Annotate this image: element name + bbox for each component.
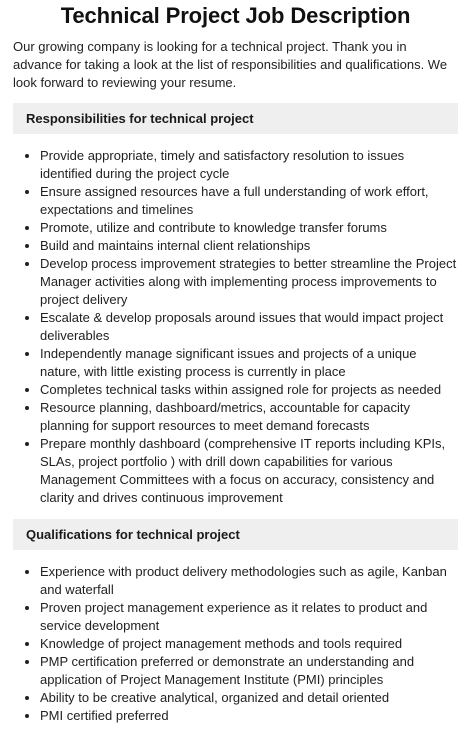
list-item-text: Ensure assigned resources have a full understanding of work effort, expectations and timelines bbox=[40, 184, 429, 217]
list-item-text: Completes technical tasks within assigned role for projects as needed bbox=[40, 382, 442, 397]
list-item-text: PMP certification preferred or demonstrate an understanding and application of Project Management Institute (PMI) principles bbox=[40, 654, 415, 687]
intro-paragraph: Our growing company is looking for a technical project. Thank you in advance for taking a look at the list of responsibilities and qualifications. We look forward to reviewing your resume. bbox=[13, 39, 448, 90]
bullet-dot-icon bbox=[25, 244, 29, 248]
bullet-dot-icon bbox=[25, 642, 29, 646]
responsibilities-list bbox=[13, 147, 458, 507]
list-item bbox=[13, 563, 458, 599]
list-item bbox=[13, 435, 458, 507]
bullet-dot-icon bbox=[25, 442, 29, 446]
bullet-dot-icon bbox=[25, 660, 29, 664]
page-title: Technical Project Job Description bbox=[60, 3, 411, 28]
bullet-dot-icon bbox=[25, 262, 29, 266]
list-item-text: Knowledge of project management methods and tools required bbox=[40, 636, 403, 651]
bullet-dot-icon bbox=[25, 190, 29, 194]
list-item bbox=[13, 653, 458, 689]
list-item bbox=[13, 707, 458, 725]
list-item bbox=[13, 309, 458, 345]
list-item bbox=[13, 399, 458, 435]
bullet-dot-icon bbox=[25, 406, 29, 410]
list-item bbox=[13, 635, 458, 653]
bullet-dot-icon bbox=[25, 352, 29, 356]
list-item-text: Prepare monthly dashboard (comprehensive IT reports including KPIs, SLAs, project portfolio ) with drill down capabilities for various Management Committees with a focus on accuracy, consistency and clarity and drives continuous improvement bbox=[40, 436, 446, 505]
responsibilities-heading: Responsibilities for technical project bbox=[13, 103, 458, 134]
list-item-text: Provide appropriate, timely and satisfactory resolution to issues identified during the project cycle bbox=[40, 148, 405, 181]
bullet-dot-icon bbox=[25, 388, 29, 392]
list-item-text: Experience with product delivery methodologies such as agile, Kanban and waterfall bbox=[40, 564, 447, 597]
list-item-text: Escalate & develop proposals around issues that would impact project deliverables bbox=[40, 310, 444, 343]
qualifications-list bbox=[13, 563, 458, 725]
list-item-text: Independently manage significant issues and projects of a unique nature, with little existing process is currently in place bbox=[40, 346, 417, 379]
bullet-dot-icon bbox=[25, 606, 29, 610]
list-item-text: Develop process improvement strategies to better streamline the Project Manager activities along with implementing process improvements to project delivery bbox=[40, 256, 457, 307]
list-item bbox=[13, 237, 458, 255]
list-item bbox=[13, 381, 458, 399]
list-item bbox=[13, 345, 458, 381]
list-item-text: Resource planning, dashboard/metrics, accountable for capacity planning for support resources to meet demand forecasts bbox=[40, 400, 410, 433]
list-item-text: Proven project management experience as it relates to product and service development bbox=[40, 600, 428, 633]
bullet-dot-icon bbox=[25, 226, 29, 230]
list-item-text: Build and maintains internal client relationships bbox=[40, 238, 311, 253]
list-item-text: Promote, utilize and contribute to knowledge transfer forums bbox=[40, 220, 387, 235]
bullet-dot-icon bbox=[25, 570, 29, 574]
bullet-dot-icon bbox=[25, 714, 29, 718]
list-item bbox=[13, 219, 458, 237]
list-item bbox=[13, 147, 458, 183]
list-item bbox=[13, 599, 458, 635]
bullet-dot-icon bbox=[25, 696, 29, 700]
qualifications-heading: Qualifications for technical project bbox=[13, 519, 458, 550]
list-item-text: PMI certified preferred bbox=[40, 708, 169, 723]
list-item bbox=[13, 689, 458, 707]
bullet-dot-icon bbox=[25, 316, 29, 320]
list-item bbox=[13, 183, 458, 219]
list-item bbox=[13, 255, 458, 309]
list-item-text: Ability to be creative analytical, organized and detail oriented bbox=[40, 690, 390, 705]
bullet-dot-icon bbox=[25, 154, 29, 158]
